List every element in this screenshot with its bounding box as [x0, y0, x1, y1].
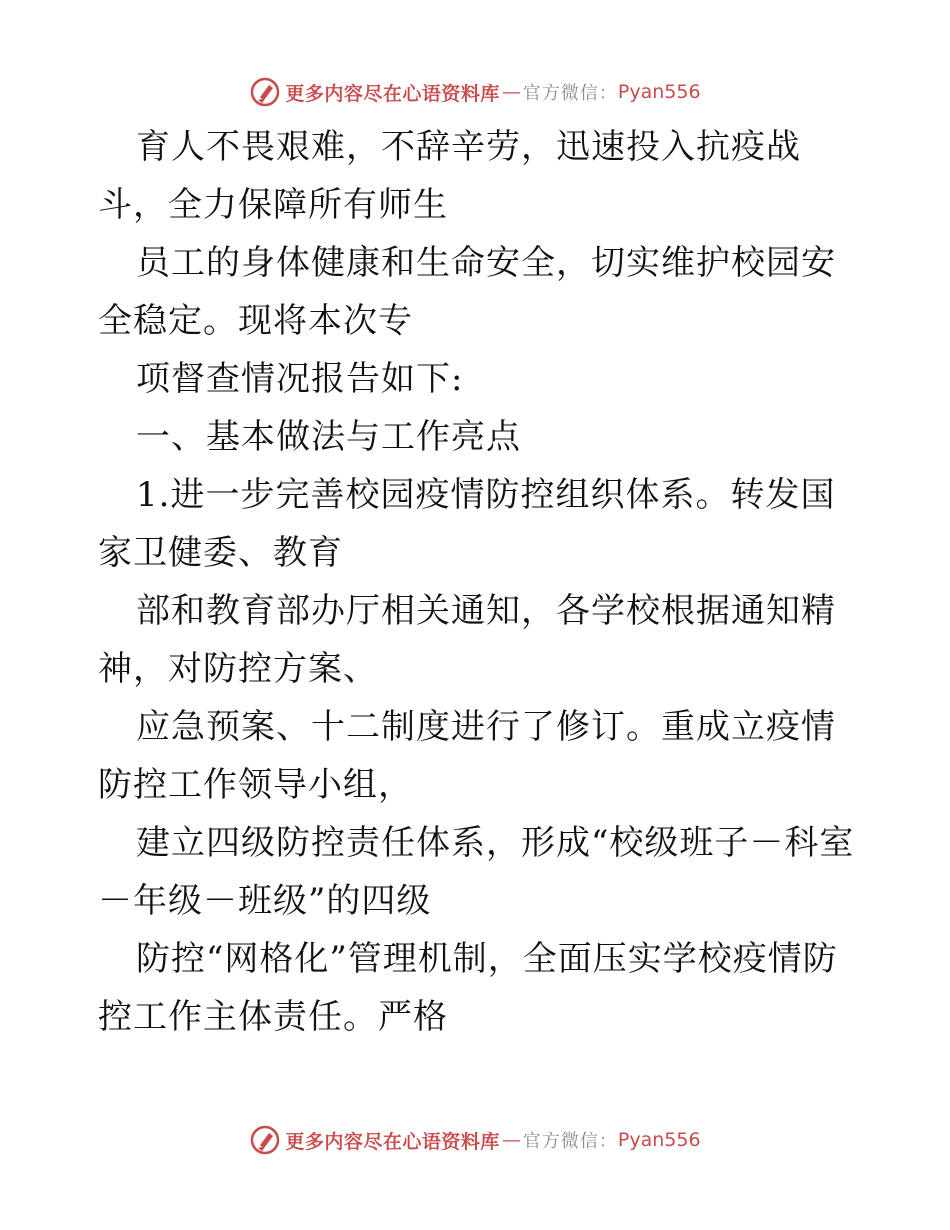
paragraph: 部和教育部办厅相关通知，各学校根据通知精神，对防控方案、: [98, 591, 836, 689]
paragraph: 1.进一步完善校园疫情防控组织体系。转发国家卫健委、教育: [98, 475, 836, 573]
banner-wechat-id: Pyan556: [617, 1129, 701, 1151]
footer-banner: [0, 1120, 950, 1160]
banner-dash: —: [501, 81, 521, 103]
paragraph: 建立四级防控责任体系，形成“校级班子－科室－年级－班级”的四级: [98, 823, 855, 921]
pen-nib-logo-icon: [249, 76, 281, 108]
banner-text: 更多内容尽在心语资料库: [285, 1130, 500, 1153]
header-banner: [0, 72, 950, 112]
paragraph: 防控“网格化”管理机制，全面压实学校疫情防控工作主体责任。严格: [98, 939, 838, 1037]
document-body: [98, 118, 858, 1046]
banner-wechat-label: 官方微信：: [522, 1131, 618, 1152]
banner-wechat-label: 官方微信：: [522, 83, 618, 104]
banner-dash: —: [501, 1129, 521, 1151]
banner-text: 更多内容尽在心语资料库: [285, 82, 500, 105]
pen-nib-logo-icon: [249, 1124, 281, 1156]
paragraph: 育人不畏艰难，不辞辛劳，迅速投入抗疫战斗，全力保障所有师生: [98, 127, 801, 225]
paragraph: 应急预案、十二制度进行了修订。重成立疫情防控工作领导小组，: [98, 707, 836, 805]
section-heading: 一、基本做法与工作亮点: [136, 417, 521, 457]
paragraph: 项督查情况报告如下:: [136, 359, 464, 399]
paragraph: 员工的身体健康和生命安全，切实维护校园安全稳定。现将本次专: [98, 243, 836, 341]
banner-wechat-id: Pyan556: [617, 81, 701, 103]
